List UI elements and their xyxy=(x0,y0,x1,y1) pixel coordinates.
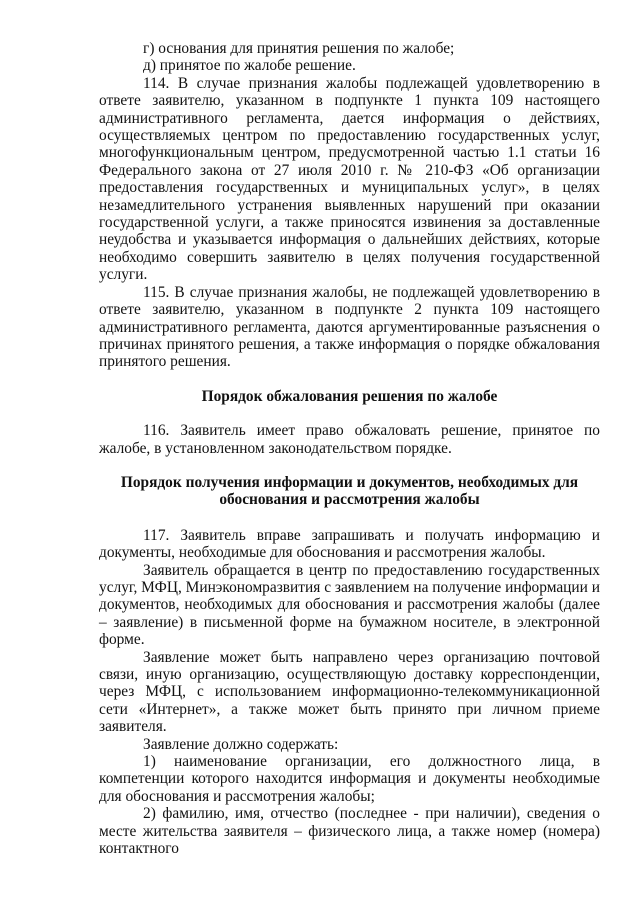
document-body xyxy=(99,40,600,857)
section-heading-information: Порядок получения информации и документов, необходимых для обоснования и рассмотрения жалобы xyxy=(120,473,579,509)
paragraph-117: 117. Заявитель вправе запрашивать и получать информацию и документы, необходимые для обоснования и рассмотрения жалобы. xyxy=(99,526,600,562)
section-heading-appeal: Порядок обжалования решения по жалобе xyxy=(201,387,498,405)
spacer xyxy=(99,371,600,388)
list-item-d: д) принятое по жалобе решение. xyxy=(143,57,356,75)
spacer xyxy=(99,509,600,527)
spacer xyxy=(99,405,600,422)
paragraph-116: 116. Заявитель имеет право обжаловать решение, принятое по жалобе, в установленном законодательством порядке. xyxy=(99,422,600,457)
paragraph-115: 115. В случае признания жалобы, не подлежащей удовлетворению в ответе заявителю, указанном в подпункте 2 пункта 109 настоящего административного регламента, даются аргументированные разъяснения о причинах принятого решения, а также информация о порядке обжалования принятого решения. xyxy=(99,283,600,371)
paragraph-117-submission: Заявление может быть направлено через организацию почтовой связи, иную организацию, осуществляющую доставку корреспонденции, через МФЦ, с использованием информационно-телекоммуникационной сети «Интернет», а также может быть принято при личном приеме заявителя. xyxy=(99,648,600,736)
list-item-g: г) основания для принятия решения по жалобе; xyxy=(143,40,455,57)
list-item-2: 2) фамилию, имя, отчество (последнее - при наличии), сведения о месте жительства заявителя – физического лица, а также номер (номера) контактного xyxy=(99,805,600,858)
spacer xyxy=(99,457,600,474)
paragraph-117-request: Заявитель обращается в центр по предоставлению государственных услуг, МФЦ, Минэкономразвития с заявлением на получение информации и документов, необходимых для обоснования и рассмотрения жалобы (далее – заявление) в письменной форме на бумажном носителе, в электронной форме. xyxy=(99,561,600,649)
paragraph-117-contents: Заявление должно содержать: xyxy=(143,735,339,753)
paragraph-114: 114. В случае признания жалобы подлежащей удовлетворению в ответе заявителю, указанном в подпункте 1 пункта 109 настоящего административного регламента, дается информация о действиях, осуществляемых центром по предоставлению государственных услуг, многофункциональным центром, предусмотренной частью 1.1 статьи 16 Федерального закона от 27 июля 2010 г. № 210-ФЗ «Об организации предоставления государственных и муниципальных услуг», в целях незамедлительного устранения выявленных нарушений при оказании государственной услуги, а также приносятся извинения за доставленные неудобства и указывается информация о дальнейших действиях, которые необходимо совершить заявителю в целях получения государственной услуги. xyxy=(99,74,600,284)
list-item-1: 1) наименование организации, его должностного лица, в компетенции которого находится информация и документы необходимые для обоснования и рассмотрения жалобы; xyxy=(99,753,600,805)
